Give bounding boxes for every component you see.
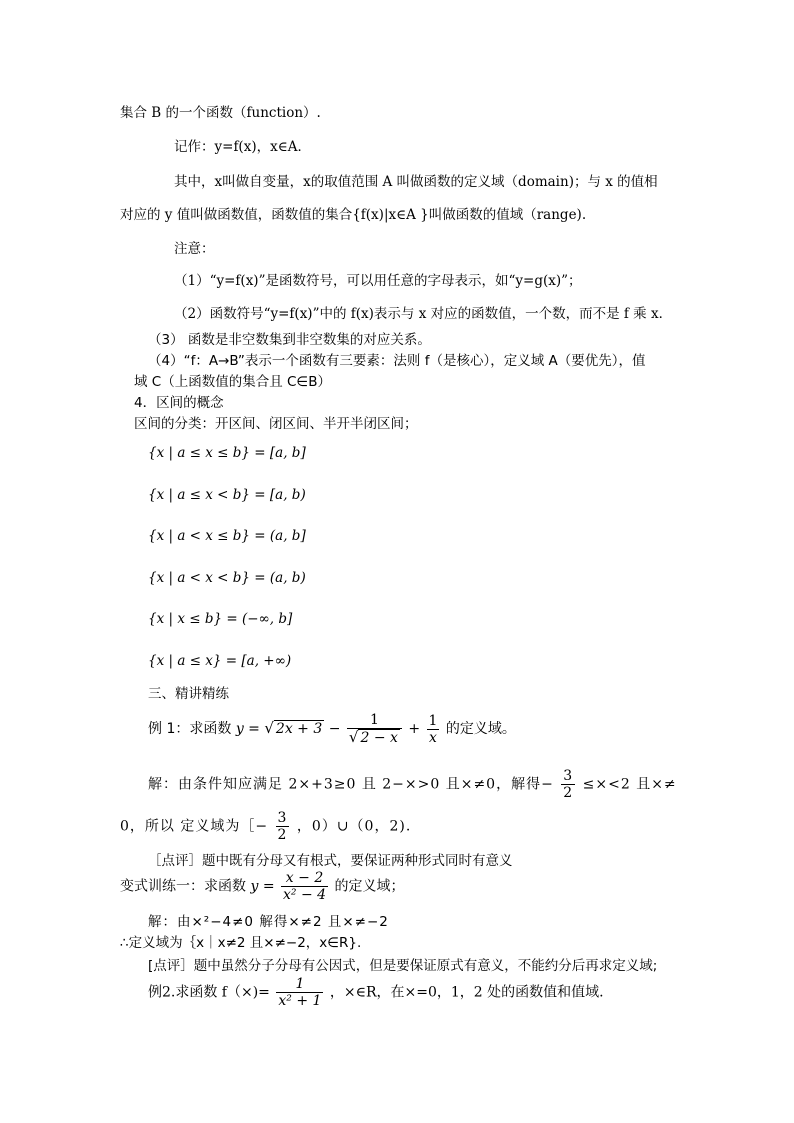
math-y: y = — [250, 878, 275, 895]
denominator: 2 — [277, 827, 288, 843]
example-1 — [148, 712, 516, 746]
denominator: x² + 1 — [278, 993, 322, 1009]
text-line-9: （4）“f：A→B”表示一个函数有三要素：法则 f（是核心），定义域 A（要优先），值 — [148, 353, 646, 369]
text-line-6: （1）“y=f(x)”是函数符号，可以用任意的字母表示，如“y=g(x)”； — [174, 273, 582, 289]
fraction — [347, 712, 402, 746]
denominator — [347, 729, 402, 746]
interval-formula: {x | x ≤ b} = (−∞, b] — [148, 611, 293, 627]
numerator: 3 — [277, 810, 288, 826]
variant-prefix: 变式训练一：求函数 — [120, 878, 246, 895]
solution-text: ≤×<2 且×≠ — [582, 776, 677, 793]
text-line-3: 其中，x叫做自变量，x的取值范围 A 叫做函数的定义域（domain)；与 x 的值相 — [174, 174, 658, 190]
interval-formula: {x | a < x < b} = (a, b) — [148, 570, 306, 586]
solution-1-line-1 — [148, 768, 677, 801]
variant-suffix: 的定义域； — [334, 878, 405, 895]
solution-text: 0，所以 定义域为［− — [120, 818, 269, 835]
solution-1-line-2 — [120, 810, 411, 843]
text-line-1: 集合 B 的一个函数（function）. — [120, 105, 321, 121]
solution-3: ∴定义域为｛x｜x≠2 且×≠−2，x∈R}. — [120, 935, 362, 951]
section-heading-practice: 三、精讲精练 — [148, 686, 229, 702]
numerator: x − 2 — [281, 870, 328, 887]
numerator: 1 — [347, 712, 402, 729]
text-line-2: 记作：y=f(x)，x∈A． — [174, 139, 311, 155]
text-line-5: 注意： — [174, 241, 215, 257]
numerator: 1 — [428, 712, 438, 729]
radicand: 2x + 3 — [275, 721, 323, 737]
section-heading-intervals: 4．区间的概念 — [134, 395, 224, 411]
text-line-8: （3） 函数是非空数集到非空数集的对应关系。 — [148, 332, 431, 348]
example-1-prefix: 例 1：求函数 — [148, 721, 232, 737]
example-1-suffix: 的定义域。 — [445, 721, 516, 737]
fraction — [561, 768, 575, 801]
text-line-7: （2）函数符号“y=f(x)”中的 f(x)表示与 x 对应的函数值，一个数，而不是 f 乘 x． — [174, 306, 673, 322]
fraction — [427, 713, 440, 746]
fraction — [276, 810, 290, 843]
text-line-10: 域 C（上函数值的集合且 C∈B） — [134, 374, 331, 390]
math-y: y = — [235, 721, 260, 737]
plus-sign: + — [408, 721, 421, 737]
interval-formula: {x | a ≤ x < b} = [a, b) — [148, 487, 306, 503]
solution-text: 解：由条件知应满足 2×+3≥0 且 2−×>0 且×≠0，解得− — [148, 776, 554, 793]
denominator: x² − 4 — [283, 887, 327, 903]
solution-text: ，0）∪（0，2). — [296, 818, 412, 835]
variant-exercise-1 — [120, 870, 405, 903]
interval-formula: {x | a ≤ x ≤ b} = [a, b] — [148, 445, 306, 461]
solution-2: 解：由×²−4≠0 解得×≠2 且×≠−2 — [148, 914, 389, 930]
sqrt-icon: √ — [348, 728, 359, 746]
interval-formula: {x | a ≤ x} = [a, +∞) — [148, 653, 292, 669]
denominator: x — [429, 729, 437, 746]
fraction — [276, 976, 323, 1009]
text-line-4: 对应的 y 值叫做函数值，函数值的集合{f(x)|x∈A }叫做函数的值域（range). — [120, 207, 587, 223]
minus-sign: − — [328, 721, 341, 737]
radicand: 2 − x — [360, 730, 398, 746]
numerator: 1 — [276, 976, 323, 993]
text-line-12: 区间的分类：开区间、闭区间、半开半闭区间； — [134, 416, 418, 432]
numerator: 3 — [563, 768, 574, 784]
comment-1: ［点评］题中既有分母又有根式，要保证两种形式同时有意义 — [148, 853, 513, 869]
denominator: 2 — [563, 785, 574, 801]
sqrt-icon: √ — [264, 719, 274, 737]
fraction — [281, 870, 328, 903]
interval-formula: {x | a < x ≤ b} = (a, b] — [148, 528, 306, 544]
example-2-suffix: ，×∈R，在×=0，1，2 处的函数值和值域. — [329, 984, 604, 1001]
example-2-prefix: 例2.求函数 f（×)= — [148, 984, 270, 1001]
example-2 — [148, 976, 604, 1009]
comment-2: [点评］题中虽然分子分母有公因式，但是要保证原式有意义，不能约分后再求定义域; — [148, 958, 658, 974]
